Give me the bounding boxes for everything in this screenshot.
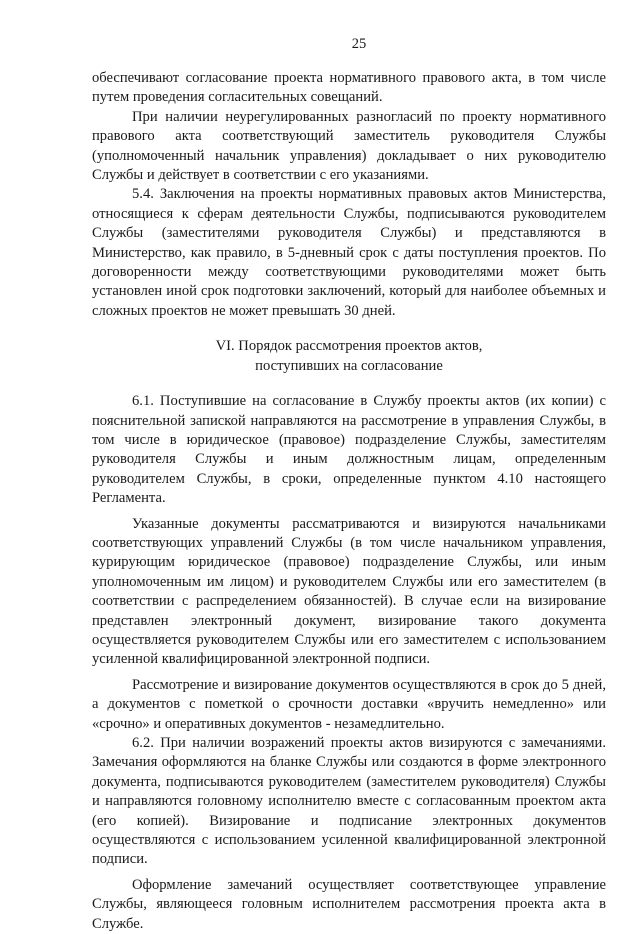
page-number: 25 <box>351 36 367 52</box>
paragraph-5-4: 5.4. Заключения на проекты нормативных правовых актов Министерства, относящиеся к сферам деятельности Службы, подписываются руководителем Службы (заместителями руководителя Службы) и представляются в Министерство, как правило, в 5-дневный срок с даты поступления проектов. По договоренности между соответствующими руководителями может быть установлен иной срок подготовки заключений, который для наиболее объемных и сложных проектов не может превышать 30 дней. <box>92 186 606 319</box>
paragraph-visa-procedure: Указанные документы рассматриваются и визируются начальниками соответствующих управлений Службы (в том числе начальником управления, курирующим юридическое (правовое) подразделение Службы, или иным уполномоченным им лицом) и руководителем Службы или его заместителем (в соответствии с распределением обязанностей). В случае если на визирование представлен электронный документ, визирование такого документа осуществляется руководителем Службы или его заместителем с использованием усиленной квалифицированной электронной подписи. <box>92 515 606 668</box>
paragraph-review-terms: Рассмотрение и визирование документов осуществляются в срок до 5 дней, а документов с пометкой о срочности доставки «вручить немедленно» или «срочно» и оперативных документов - незамедлительно. <box>92 676 606 732</box>
paragraph-remarks: Оформление замечаний осуществляет соответствующее управление Службы, являющееся головным исполнителем рассмотрения проекта акта в Службе. <box>92 876 606 932</box>
paragraph-6-2: 6.2. При наличии возражений проекты актов визируются с замечаниями. Замечания оформляются на бланке Службы или создаются в форме электронного документа, подписываются руководителем (заместителем руководителя) Службы и направляются головному исполнителю вместе с согласованным проектом акта (его копией). Визирование и подписание электронных документов осуществляются с использованием усиленной квалифицированной электронной подписи. <box>92 735 606 868</box>
section-heading <box>92 337 606 376</box>
section-heading-line-1: VI. Порядок рассмотрения проектов актов, <box>215 338 483 355</box>
section-heading-line-2: поступивших на согласование <box>255 357 443 374</box>
paragraph-disagreements: При наличии неурегулированных разногласий по проекту нормативного правового акта соответствующий заместитель руководителя Службы (уполномоченный начальник управления) докладывает о них руководителю Службы и действует в соответствии с его указаниями. <box>92 108 606 184</box>
paragraph-continuation: обеспечивают согласование проекта нормативного правового акта, в том числе путем проведения согласительных совещаний. <box>92 70 606 106</box>
paragraph-6-1: 6.1. Поступившие на согласование в Службу проекты актов (их копии) с пояснительной запиской направляются на рассмотрение в управления Службы, в том числе в юридическое (правовое) подразделение Службы, заместителям руководителя Службы и иным должностным лицам, определенным руководителем Службы, в сроки, определенные пунктом 4.10 настоящего Регламента. <box>92 393 606 507</box>
